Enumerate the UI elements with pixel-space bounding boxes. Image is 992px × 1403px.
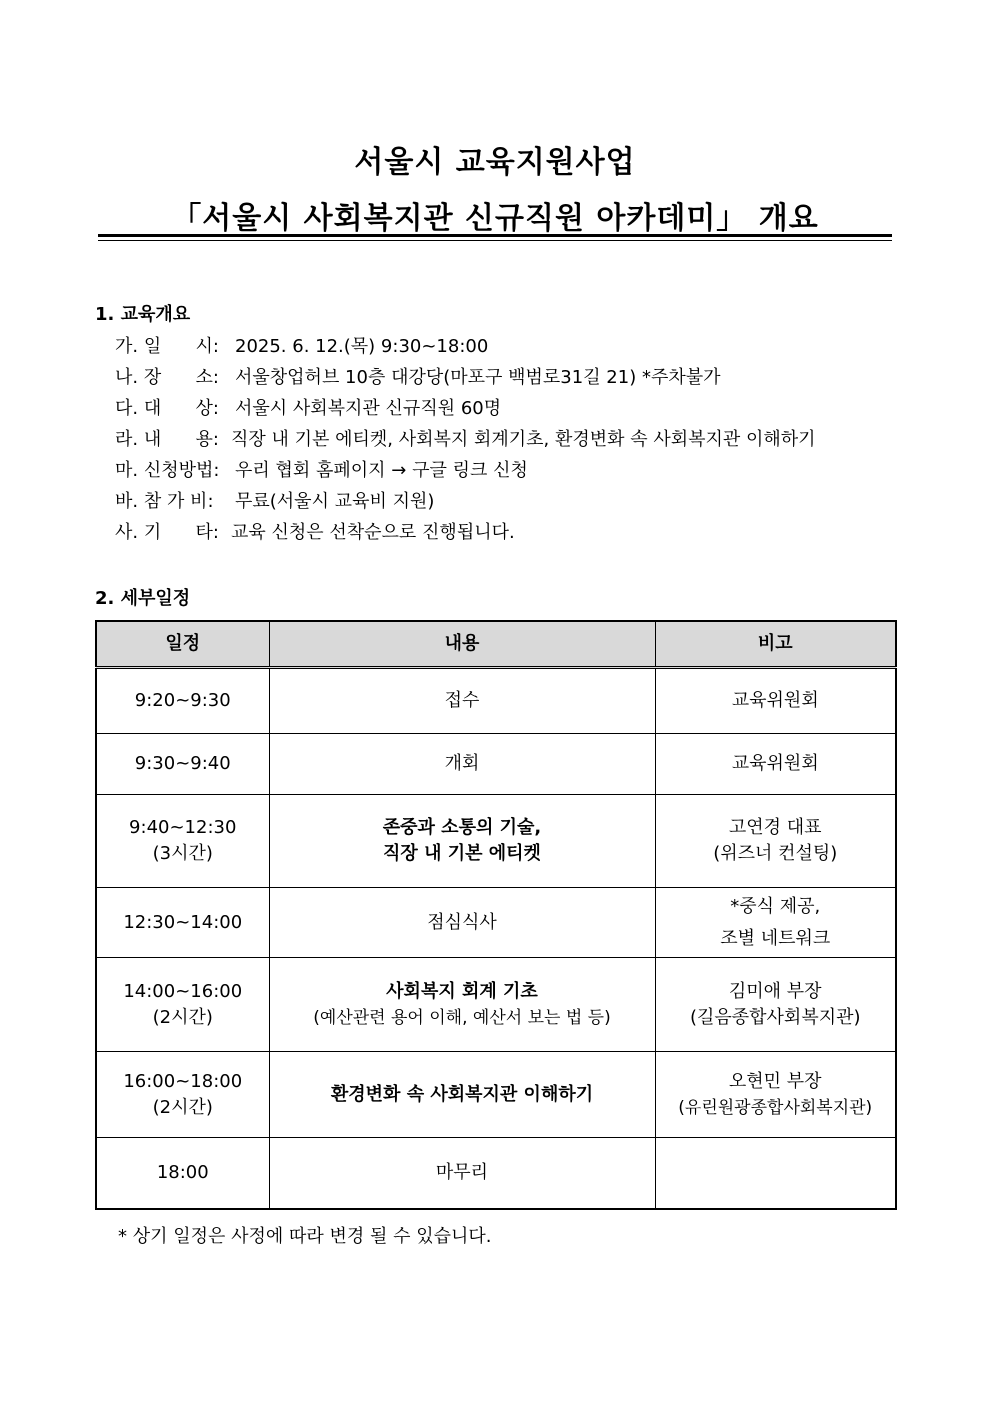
content-cell (269, 888, 655, 958)
content-cell (269, 1052, 655, 1138)
duration-text: (2시간) (152, 1096, 213, 1118)
title-line-2: 「서울시 사회복지관 신규직원 아카데미」 개요 (171, 201, 819, 236)
time-cell (96, 795, 269, 888)
overview-list (115, 331, 816, 548)
table-row (96, 734, 896, 795)
note-cell (655, 1052, 896, 1138)
overview-label: 사. 기 타: (115, 522, 220, 543)
time-cell (96, 958, 269, 1052)
time-cell (96, 734, 269, 795)
overview-row-date (115, 331, 816, 362)
time-text: 9:20~9:30 (134, 690, 231, 711)
time-cell (96, 1052, 269, 1138)
overview-label: 나. 장 소: (115, 367, 220, 388)
schedule-footnote: * 상기 일정은 사정에 따라 변경 될 수 있습니다. (118, 1226, 492, 1247)
title-line-1: 서울시 교육지원사업 (354, 145, 636, 180)
overview-row-fee (115, 486, 816, 517)
schedule-table (95, 620, 897, 1210)
note-text: 교육위원회 (731, 753, 819, 774)
note-cell (655, 668, 896, 734)
content-subtext: 직장 내 기본 에티켓 (383, 843, 541, 864)
time-text: 12:30~14:00 (123, 911, 243, 933)
time-text: 9:40~12:30 (129, 817, 237, 838)
content-cell (269, 795, 655, 888)
content-cell (269, 958, 655, 1052)
duration-text: (2시간) (152, 1006, 213, 1028)
title-underline-thick (98, 234, 892, 237)
note-text: 교육위원회 (731, 690, 819, 711)
column-header-note: 비고 (655, 621, 896, 668)
overview-value: 서울시 사회복지관 신규직원 60명 (235, 398, 502, 419)
overview-value: 무료(서울시 교육비 지원) (235, 491, 435, 512)
time-text: 9:30~9:40 (134, 753, 231, 774)
table-row (96, 1138, 896, 1209)
table-row (96, 668, 896, 734)
note-text: 고연경 대표 (728, 817, 822, 838)
table-row (96, 958, 896, 1052)
overview-label: 라. 내 용: (115, 429, 220, 450)
note-subtext: (길음종합사회복지관) (689, 1006, 861, 1028)
overview-value: 서울창업허브 10층 대강당(마포구 백범로31길 21) *주차불가 (235, 367, 721, 388)
overview-label: 바. 참 가 비: (115, 491, 214, 512)
overview-value: 직장 내 기본 에티켓, 사회복지 회계기초, 환경변화 속 사회복지관 이해하기 (231, 429, 816, 450)
overview-value: 우리 협회 홈페이지 → 구글 링크 신청 (235, 460, 528, 481)
table-row (96, 888, 896, 958)
content-text: 사회복지 회계 기초 (386, 980, 538, 1002)
note-cell (655, 795, 896, 888)
time-cell (96, 888, 269, 958)
time-text: 14:00~16:00 (123, 980, 243, 1002)
note-cell (655, 734, 896, 795)
overview-row-apply (115, 455, 816, 486)
overview-row-target (115, 393, 816, 424)
table-row (96, 795, 896, 888)
note-subtext: (유린원광종합사회복지관) (678, 1097, 873, 1118)
overview-value: 교육 신청은 선착순으로 진행됩니다. (231, 522, 515, 543)
overview-label: 마. 신청방법: (115, 460, 220, 481)
content-text: 환경변화 속 사회복지관 이해하기 (330, 1083, 594, 1105)
note-cell (655, 1138, 896, 1209)
title-underline-thin (98, 240, 892, 241)
content-cell (269, 668, 655, 734)
note-text: 오현민 부장 (728, 1070, 822, 1092)
column-header-time: 일정 (96, 621, 269, 668)
time-text: 18:00 (156, 1161, 209, 1183)
overview-value: 2025. 6. 12.(목) 9:30~18:00 (235, 336, 489, 357)
note-cell (655, 958, 896, 1052)
content-cell (269, 734, 655, 795)
duration-text: (3시간) (152, 843, 213, 864)
content-cell (269, 1138, 655, 1209)
document-title (98, 140, 892, 242)
note-cell (655, 888, 896, 958)
content-subtext: (예산관련 용어 이해, 예산서 보는 법 등) (313, 1007, 611, 1028)
section1-heading: 1. 교육개요 (95, 304, 191, 325)
time-cell (96, 668, 269, 734)
note-text: *중식 제공, (730, 895, 821, 917)
time-text: 16:00~18:00 (123, 1070, 243, 1092)
table-row (96, 1052, 896, 1138)
note-subtext: 조별 네트워크 (720, 927, 831, 949)
content-text: 개회 (444, 753, 480, 774)
note-subtext: (위즈너 컨설팅) (713, 843, 838, 864)
note-text: 김미애 부장 (728, 980, 822, 1002)
content-text: 존중과 소통의 기술, (382, 817, 542, 838)
section2-heading: 2. 세부일정 (95, 588, 191, 609)
overview-label: 다. 대 상: (115, 398, 220, 419)
content-text: 마무리 (435, 1161, 489, 1183)
content-text: 점심식사 (427, 911, 497, 933)
schedule-header-row (96, 621, 896, 668)
overview-row-place (115, 362, 816, 393)
time-cell (96, 1138, 269, 1209)
overview-label: 가. 일 시: (115, 336, 220, 357)
column-header-content: 내용 (269, 621, 655, 668)
overview-row-etc (115, 517, 816, 548)
content-text: 접수 (444, 690, 480, 711)
overview-row-content (115, 424, 816, 455)
